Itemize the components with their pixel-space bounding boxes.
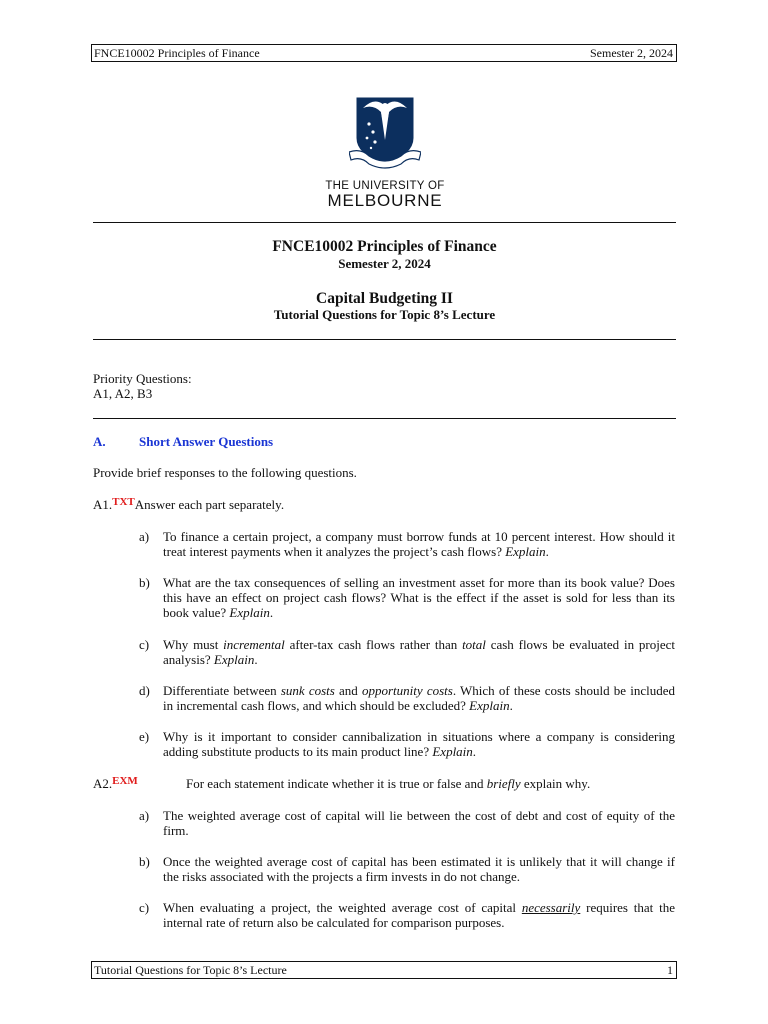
- item-label: d): [139, 683, 150, 698]
- list-item: a) To finance a certain project, a company must borrow funds at 10 percent interest. How should it treat interest payments when it analyzes the project’s cash flows? Explain.: [139, 529, 675, 559]
- university-crest-icon: [349, 94, 421, 174]
- item-label: b): [139, 575, 150, 590]
- list-item: a) The weighted average cost of capital will lie between the cost of debt and cost of equity of the firm.: [139, 808, 675, 838]
- question-a2-prompt: For each statement indicate whether it is true or false and briefly explain why.: [186, 776, 591, 791]
- divider: [93, 222, 676, 223]
- doc-topic: Capital Budgeting II: [316, 290, 453, 307]
- header-semester: Semester 2, 2024: [590, 46, 673, 60]
- list-item: e) Why is it important to consider cannibalization in situations where a company is considering adding substitute products to its main product line? Explain.: [139, 729, 675, 759]
- list-item: b) What are the tax consequences of selling an investment asset for more than its book value? Does this have an effect on project cash flows? What is the effect if the asset is sold for less than its book value? Explain.: [139, 575, 675, 620]
- question-a2-number: [93, 776, 138, 793]
- item-label: b): [139, 854, 150, 869]
- divider: [93, 339, 676, 340]
- priority-label: Priority Questions:: [93, 371, 192, 386]
- logo-line-1: THE UNIVERSITY OF: [325, 180, 445, 192]
- list-item: d) Differentiate between sunk costs and opportunity costs. Which of these costs should be included in incremental cash flows, and which should be excluded? Explain.: [139, 683, 675, 713]
- divider: [93, 418, 676, 419]
- section-title: Short Answer Questions: [139, 434, 274, 449]
- page-number: 1: [667, 963, 673, 977]
- doc-course-title: FNCE10002 Principles of Finance: [272, 238, 497, 255]
- logo-line-2: MELBOURNE: [327, 191, 443, 210]
- university-logo: [324, 94, 446, 211]
- item-label: a): [139, 529, 150, 544]
- list-item: b) Once the weighted average cost of capital has been estimated it is unlikely that it will change if the risks associated with the projects a firm invests in do not change.: [139, 854, 675, 884]
- doc-semester: Semester 2, 2024: [338, 256, 431, 271]
- list-item: c) Why must incremental after-tax cash flows rather than total cash flows be evaluated in project analysis? Explain.: [139, 637, 675, 667]
- page-footer: [91, 961, 677, 979]
- doc-subtitle: Tutorial Questions for Topic 8’s Lecture: [273, 307, 496, 322]
- item-label: c): [139, 637, 150, 652]
- header-course: FNCE10002 Principles of Finance: [94, 46, 260, 60]
- question-a1: [93, 497, 284, 514]
- page-header: [91, 44, 677, 62]
- section-intro: Provide brief responses to the following questions.: [93, 465, 357, 480]
- question-prompt: Answer each part separately.: [134, 497, 285, 512]
- priority-list: A1, A2, B3: [93, 386, 153, 401]
- question-tag: TXT: [112, 496, 135, 508]
- item-label: c): [139, 900, 150, 915]
- question-number: A1.: [93, 497, 113, 512]
- question-tag: EXM: [112, 775, 138, 787]
- footer-title: Tutorial Questions for Topic 8’s Lecture: [94, 963, 287, 977]
- item-label: e): [139, 729, 150, 744]
- list-item: c) When evaluating a project, the weighted average cost of capital necessarily requires that the internal rate of return also be calculated for comparison purposes.: [139, 900, 675, 930]
- section-letter: A.: [93, 434, 106, 449]
- item-label: a): [139, 808, 150, 823]
- question-number: A2.: [93, 776, 113, 791]
